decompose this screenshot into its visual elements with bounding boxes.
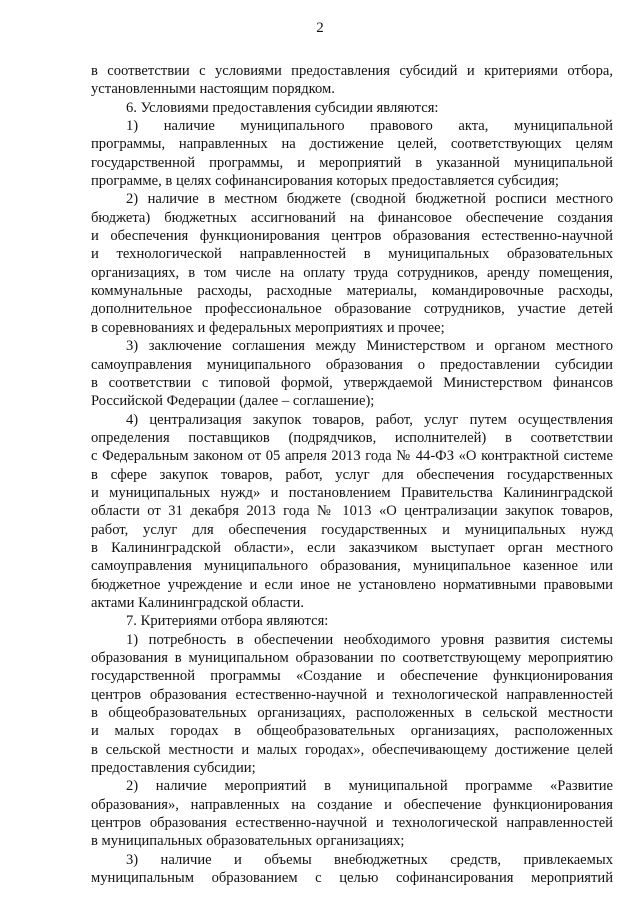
text-line: образования в муниципальном образовании по соответствующему мероприятию [91,650,613,666]
text-line: самоуправления муниципального образования, муниципальное казенное или [91,558,613,575]
text-line: и малых городах в общеобразовательных организациях, расположенных [91,723,613,740]
text-line: с Федеральным законом от 05 апреля 2013 года № 44-ФЗ «О контрактной системе [91,448,613,465]
text-line: актами Калининградской области. [91,594,304,611]
text-line: определения поставщиков (подрядчиков, исполнителей) в соответствии [91,429,613,446]
text-line: государственной программы, и мероприятий в указанной муниципальной [91,154,613,171]
text-line: самоуправления муниципального образования о предоставлении субсидии [91,356,613,373]
text-line: бюджетное учреждение и если иное не установлено нормативными правовыми [91,576,613,593]
text-line: работ, услуг для обеспечения государственных и муниципальных нужд [91,521,613,538]
document-body [91,62,613,887]
text-line: в муниципальных образовательных организациях; [91,833,405,850]
text-line: 3) заключение соглашения между Министерством и органом местного [126,338,613,355]
text-line: программы, направленных на достижение целей, соответствующих целям [91,136,613,153]
text-line: коммунальные расходы, расходные материалы, командировочные расходы, [91,283,613,300]
text-line: и муниципальных нужд» и постановлением Правительства Калининградской [91,484,613,501]
text-line: и технологической направленностей в муниципальных образовательных [91,246,613,263]
text-line: государственной программы «Создание и обеспечение функционирования [91,668,613,685]
text-line: 2) наличие в местном бюджете (сводной бюджетной росписи местного [126,191,613,208]
text-line: центров образования естественно-научной и технологической направленностей [91,686,613,703]
text-line: в общеобразовательных организациях, расположенных в сельской местности [91,705,613,722]
text-line: области от 31 декабря 2013 года № 1013 «О централизации закупок товаров, [91,503,613,520]
text-line: 4) централизация закупок товаров, работ, услуг путем осуществления [126,411,613,428]
text-line: центров образования естественно-научной и технологической направленностей [91,815,613,832]
text-line: организациях, в том числе на оплату труда сотрудников, аренду помещения, [91,264,613,281]
text-line: 2) наличие мероприятий в муниципальной программе «Развитие [126,778,613,795]
text-line: Российской Федерации (далее – соглашение); [91,393,375,410]
text-line: в соответствии с типовой формой, утверждаемой Министерством финансов [91,374,613,391]
text-line: 1) наличие муниципального правового акта, муниципальной [126,118,613,135]
text-line: 3) наличие и объемы внебюджетных средств, привлекаемых [126,851,613,868]
text-line: предоставления субсидии; [91,760,256,777]
text-line: бюджета) бюджетных ассигнований на финансовое обеспечение создания [91,209,613,226]
text-line: образования», направленных на создание и обеспечение функционирования [91,796,613,813]
text-line: 1) потребность в обеспечении необходимого уровня развития системы [126,631,613,648]
text-line: 6. Условиями предоставления субсидии являются: [126,99,439,116]
text-line: в соответствии с условиями предоставления субсидий и критериями отбора, [91,63,613,79]
text-line: в сфере закупок товаров, работ, услуг для обеспечения государственных [91,466,613,483]
text-line: в сельской местности и малых городах», обеспечивающему достижение целей [91,741,613,758]
text-line: 7. Критериями отбора являются: [126,613,329,630]
text-line: в соревнованиях и федеральных мероприятиях и прочее; [91,319,445,336]
text-line: дополнительное профессиональное образование сотрудников, участие детей [91,301,613,318]
page-number: 2 [316,20,324,36]
text-line: установленными настоящим порядком. [91,81,335,98]
text-line: программе, в целях софинансирования которых предоставляется субсидия; [91,173,559,190]
text-line: в Калининградской области», если заказчиком выступает орган местного [91,539,613,556]
text-line: и обеспечения функционирования центров образования естественно-научной [91,228,613,245]
text-line: муниципальным образованием с целью софинансирования мероприятий [91,870,613,887]
